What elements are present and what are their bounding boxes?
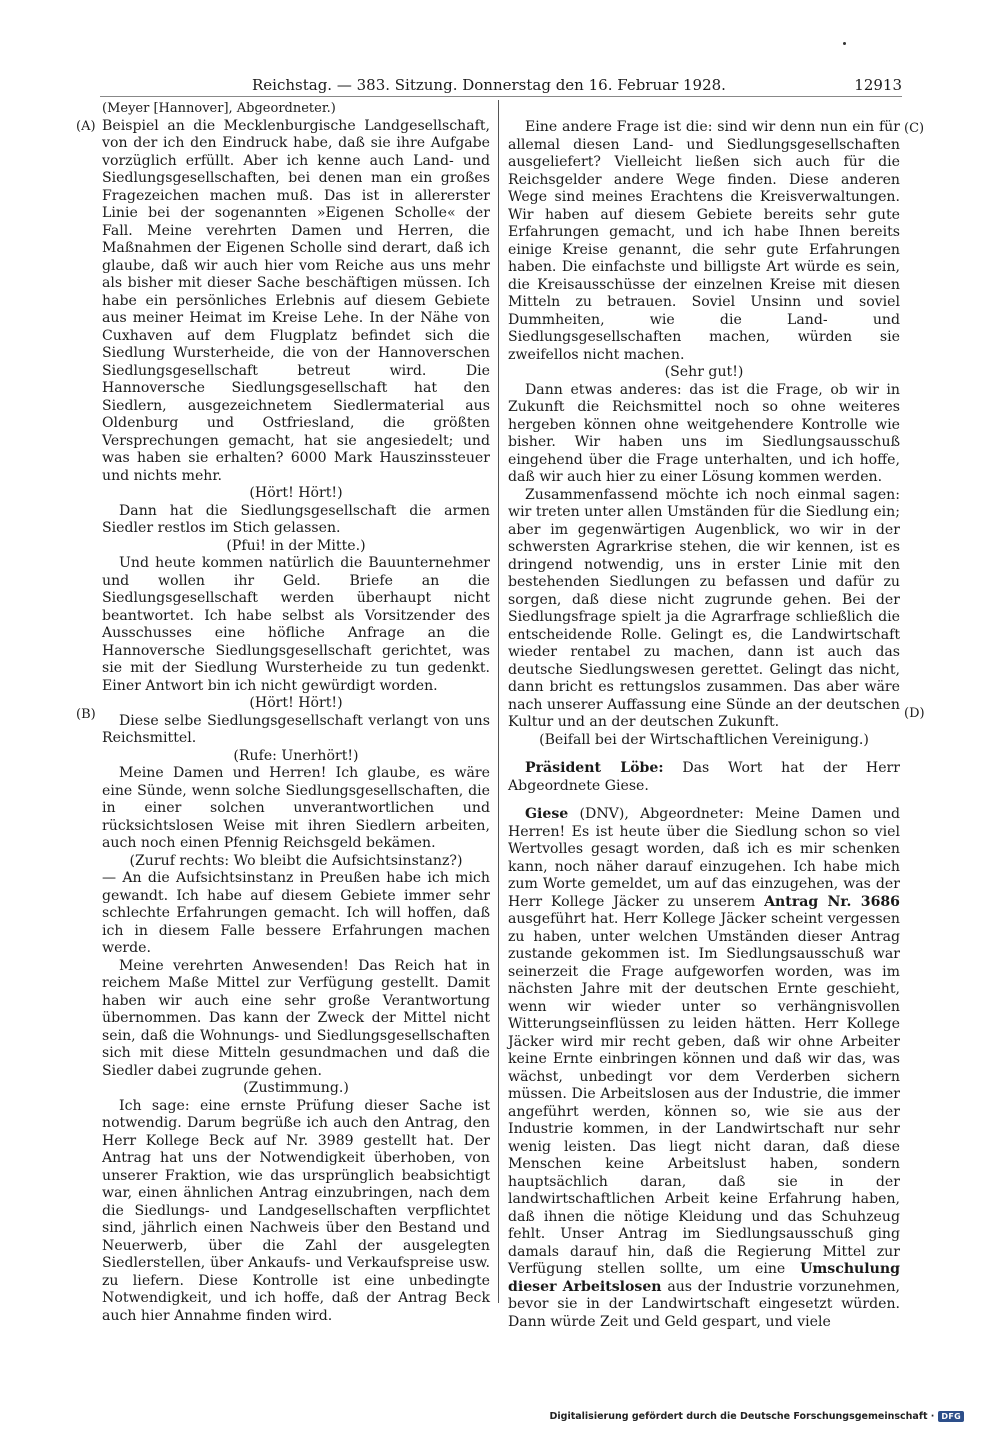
interjection: (Hört! Hört!) <box>249 485 343 501</box>
speaker-continuation: (Meyer [Hannover], Abgeordneter.) <box>102 101 336 116</box>
page-number: 12913 <box>854 76 902 94</box>
scan-speck <box>843 42 846 45</box>
interjection: (Hört! Hört!) <box>249 695 343 711</box>
paragraph: Meine verehrten Anwesenden! Das Reich hat in reichem Maße Mittel zur Verfügung gestellt. Damit haben wir auch eine sehr große Verantwortung übernommen. Das kann der Zweck der Mittel nicht sein, daß die Wohnungs- und Siedlungsgesellschaften sich mit diese Mitteln gesundmachen und daß die Siedler dabei zugrunde gehen. <box>102 957 490 1079</box>
interjection: (Zustimmung.) <box>243 1080 349 1096</box>
interjection: (Beifall bei der Wirtschaftlichen Vereinigung.) <box>539 731 869 748</box>
paragraph: Ich sage: eine ernste Prüfung dieser Sache ist notwendig. Darum begrüße ich auch den Antrag, den Herr Kollege Beck auf Nr. 3989 gestellt hat. Der Antrag hat uns der Notwendigkeit überhoben, von unserer Fraktion, wie das ursprünglich beabsichtigt war, einen ähnlichen Antrag einzubringen, nach dem die Siedlungs- und Landgesellschaften verpflichtet sind, jährlich einen Nachweis über den Bestand und Neuerwerb, über die Zahl der ausgelegten Siedlerstellen, über Ankaufs- und Verkaufspreise usw. zu liefern. Diese Kontrolle ist eine unbedingte Notwendigkeit, und ich hoffe, daß der Antrag Beck auch hier Annahme finden wird. <box>102 1097 490 1324</box>
paragraph: Diese selbe Siedlungsgesellschaft verlangt von uns Reichsmittel. <box>102 712 490 746</box>
paragraph: Zusammenfassend möchte ich noch einmal sagen: wir treten unter allen Umständen für die Siedlung ein; aber im gegenwärtigen Augenblick, wo wir in der schwersten Agrarkrise stehen, die wir kennen, ist es dringend notwendig, uns in erster Linie mit den bestehenden Siedlungen zu befassen und dafür zu sorgen, daß diese nicht zugrunde gehen. Bei der Siedlungsfrage spielt ja die Agrarfrage schließlich die entscheidende Rolle. Gelingt es, die Landwirtschaft wieder rentabel zu machen, dann ist auch das deutsche Siedlungswesen gerettet. Gelingt das nicht, dann bricht es rettungslos zusammen. Das aber wäre nach unserer Auffassung eine Sünde an der deutschen Kultur und an der deutschen Zukunft. <box>508 486 900 730</box>
president-statement <box>508 760 900 795</box>
header-rule <box>100 96 902 97</box>
paragraph: Dann hat die Siedlungsgesellschaft die armen Siedler restlos im Stich gelassen. <box>102 502 490 536</box>
motion-reference: Antrag Nr. 3686 <box>764 893 900 910</box>
speech-text: (DNV), Abgeordneter: Meine Damen und Herren! Es ist heute über die Siedlung schon so viel Wertvolles gesagt worden, daß ich es mir schenken kann, noch näher darauf einzugehen. Ich habe mich zum Worte gemeldet, um auf das einzugehen, was der Herr Kollege Jäcker zu unserem <box>508 806 900 910</box>
left-column <box>102 100 490 1325</box>
interjection: (Pfui! in der Mitte.) <box>226 537 366 554</box>
margin-marker-a: (A) <box>76 119 96 134</box>
paragraph: Eine andere Frage ist die: sind wir denn nun ein für allemal diesen Land- und Siedlungsgesellschaften ausgeliefert? Vielleicht ließen sich auch für die Reichsgelder andere Wege finden. Diese anderen Wege sind meines Erachtens die Kreisverwaltungen. Wir haben auf diesem Gebiete bereits sehr gute Erfahrungen gemacht, und ich habe Ihnen bereits einige Kreise genannt, die sehr gute Erfahrungen haben. Die einfachste und billigste Art würde es sein, die Kreisausschüsse der einzelnen Kreise mit diesen Mitteln zu betrauen. Soviel Unsinn und soviel Dummheiten, wie die Land- und Siedlungsgesellschaften machen, würden sie zweifellos nicht machen. <box>508 119 900 363</box>
digitization-credit <box>550 1411 964 1422</box>
margin-marker-d: (D) <box>904 706 925 721</box>
running-title: Reichstag. — 383. Sitzung. Donnerstag den 16. Februar 1928. <box>252 76 726 94</box>
right-column <box>508 119 900 1331</box>
statement-text: Das Wort hat der Herr Abgeordnete Giese. <box>508 760 901 794</box>
speaker-name: Präsident Löbe: <box>525 760 664 776</box>
margin-marker-c: (C) <box>904 121 925 136</box>
credit-text: Digitalisierung gefördert durch die Deutsche Forschungsgemeinschaft · <box>549 1411 935 1422</box>
paragraph: Dann etwas anderes: das ist die Frage, ob wir in Zukunft die Reichsmittel noch so ohne weiteres hergeben können ohne weitgehendere Kontrolle wie bisher. Wir haben uns im Siedlungsausschuß eingehend über die Frage unterhalten, und ich hoffe, daß wir auch hier zu einer Lösung kommen werden. <box>508 381 900 485</box>
paragraph: Meine Damen und Herren! Ich glaube, es wäre eine Sünde, wenn solche Siedlungsgesellschaften, die in einer solchen unverantwortlichen und rücksichtslosen Weise mit ihren Siedlern arbeiten, auch noch einen Pfennig Reichsgeld bekämen. <box>102 765 490 851</box>
margin-marker-b: (B) <box>76 707 96 722</box>
interjection: (Zuruf rechts: Wo bleibt die Aufsichtsinstanz?) <box>129 852 463 869</box>
giese-speech <box>508 806 900 1331</box>
interjection: (Sehr gut!) <box>664 364 744 380</box>
emphasis-text: Umschulung dieser Arbeitslosen <box>508 1261 901 1295</box>
speech-text: aus der Industrie vorzunehmen, bevor sie in der Landwirtschaft eingesetzt würden. Dann würde Zeit und Geld gespart, und viele <box>508 1278 901 1330</box>
speaker-name: Giese <box>525 806 569 822</box>
dfg-logo: DFG <box>938 1411 964 1422</box>
paragraph: Und heute kommen natürlich die Bauunternehmer und wollen ihr Geld. Briefe an die Siedlungsgesellschaft werden überhaupt nicht beantwortet. Ich habe selbst als Vorsitzender des Ausschusses eine höfliche Anfrage an die Hannoversche Siedlungsgesellschaft gerichtet, was sie mit der Siedlung Wursterheide zu tun gedenkt. Einer Antwort bin ich nicht gewürdigt worden. <box>102 555 490 694</box>
speech-text: ausgeführt hat. Herr Kollege Jäcker scheint vergessen zu haben, unter welchen Umständen dieser Antrag zustande gekommen ist. Im Siedlungsausschuß war seinerzeit die Frage aufgeworfen worden, was im nächsten Jahre mit der deutschen Ernte geschieht, wenn wir wieder unter so verhängnisvollen Witterungseinflüssen zu leiden hätten. Herr Kollege Jäcker wird mir recht geben, daß wir ohne Arbeiter keine Ernte einbringen können und daß wir das, was wächst, unbedingt vor dem Verderben sichern müssen. Die Arbeitslosen aus der Industrie, die immer angeführt werden, können so, wie sie aus der Industrie kommen, in der Landwirtschaft nur sehr wenig leisten. Das liegt nicht daran, daß diese Menschen keine Arbeitslust haben, sondern hauptsächlich daran, daß sie in der landwirtschaftlichen Arbeit keine Erfahrung haben, daß ihnen die nötige Kleidung und das Schuhzeug fehlt. Unser Antrag im Siedlungsausschuß ging damals darauf hin, daß die Regierung Mittel zur Verfügung stellen sollte, um eine <box>508 911 900 1277</box>
column-divider <box>498 100 499 1303</box>
paragraph: — An die Aufsichtsinstanz in Preußen habe ich mich gewandt. Ich habe auf diesem Gebiete immer sehr schlechte Erfahrungen gemacht. Ich will hoffen, daß ich in diesem Falle bessere Erfahrungen machen werde. <box>102 870 490 956</box>
interjection: (Rufe: Unerhört!) <box>233 747 359 764</box>
paragraph: Beispiel an die Mecklenburgische Landgesellschaft, von der ich den Eindruck habe, daß sie ihre Aufgabe vorzüglich erfüllt. Aber ich kenne auch Land- und Siedlungsgesellschaften, bei denen man ein großes Fragezeichen machen muß. Das ist in allererster Linie bei der sogenannten »Eigenen Scholle« der Fall. Meine verehrten Damen und Herren, die Maßnahmen der Eigenen Scholle sind derart, daß ich glaube, daß wir auch hier vom Reiche aus uns mehr als bisher mit dieser Sache beschäftigen müssen. Ich habe ein persönliches Erlebnis auf diesem Gebiete aus meiner Heimat im Kreise Lehe. In der Nähe von Cuxhaven auf dem Flugplatz befindet sich die Siedlung Wursterheide, die von der Hannoverschen Siedlungsgesellschaft betreut wird. Die Hannoversche Siedlungsgesellschaft hat den Siedlern, ausgezeichnetem Siedlermaterial aus Oldenburg und Ostfriesland, die größten Versprechungen gemacht, hat sie angesiedelt; und was haben sie erhalten? 6000 Mark Hauszinssteuer und nichts mehr. <box>102 117 490 484</box>
